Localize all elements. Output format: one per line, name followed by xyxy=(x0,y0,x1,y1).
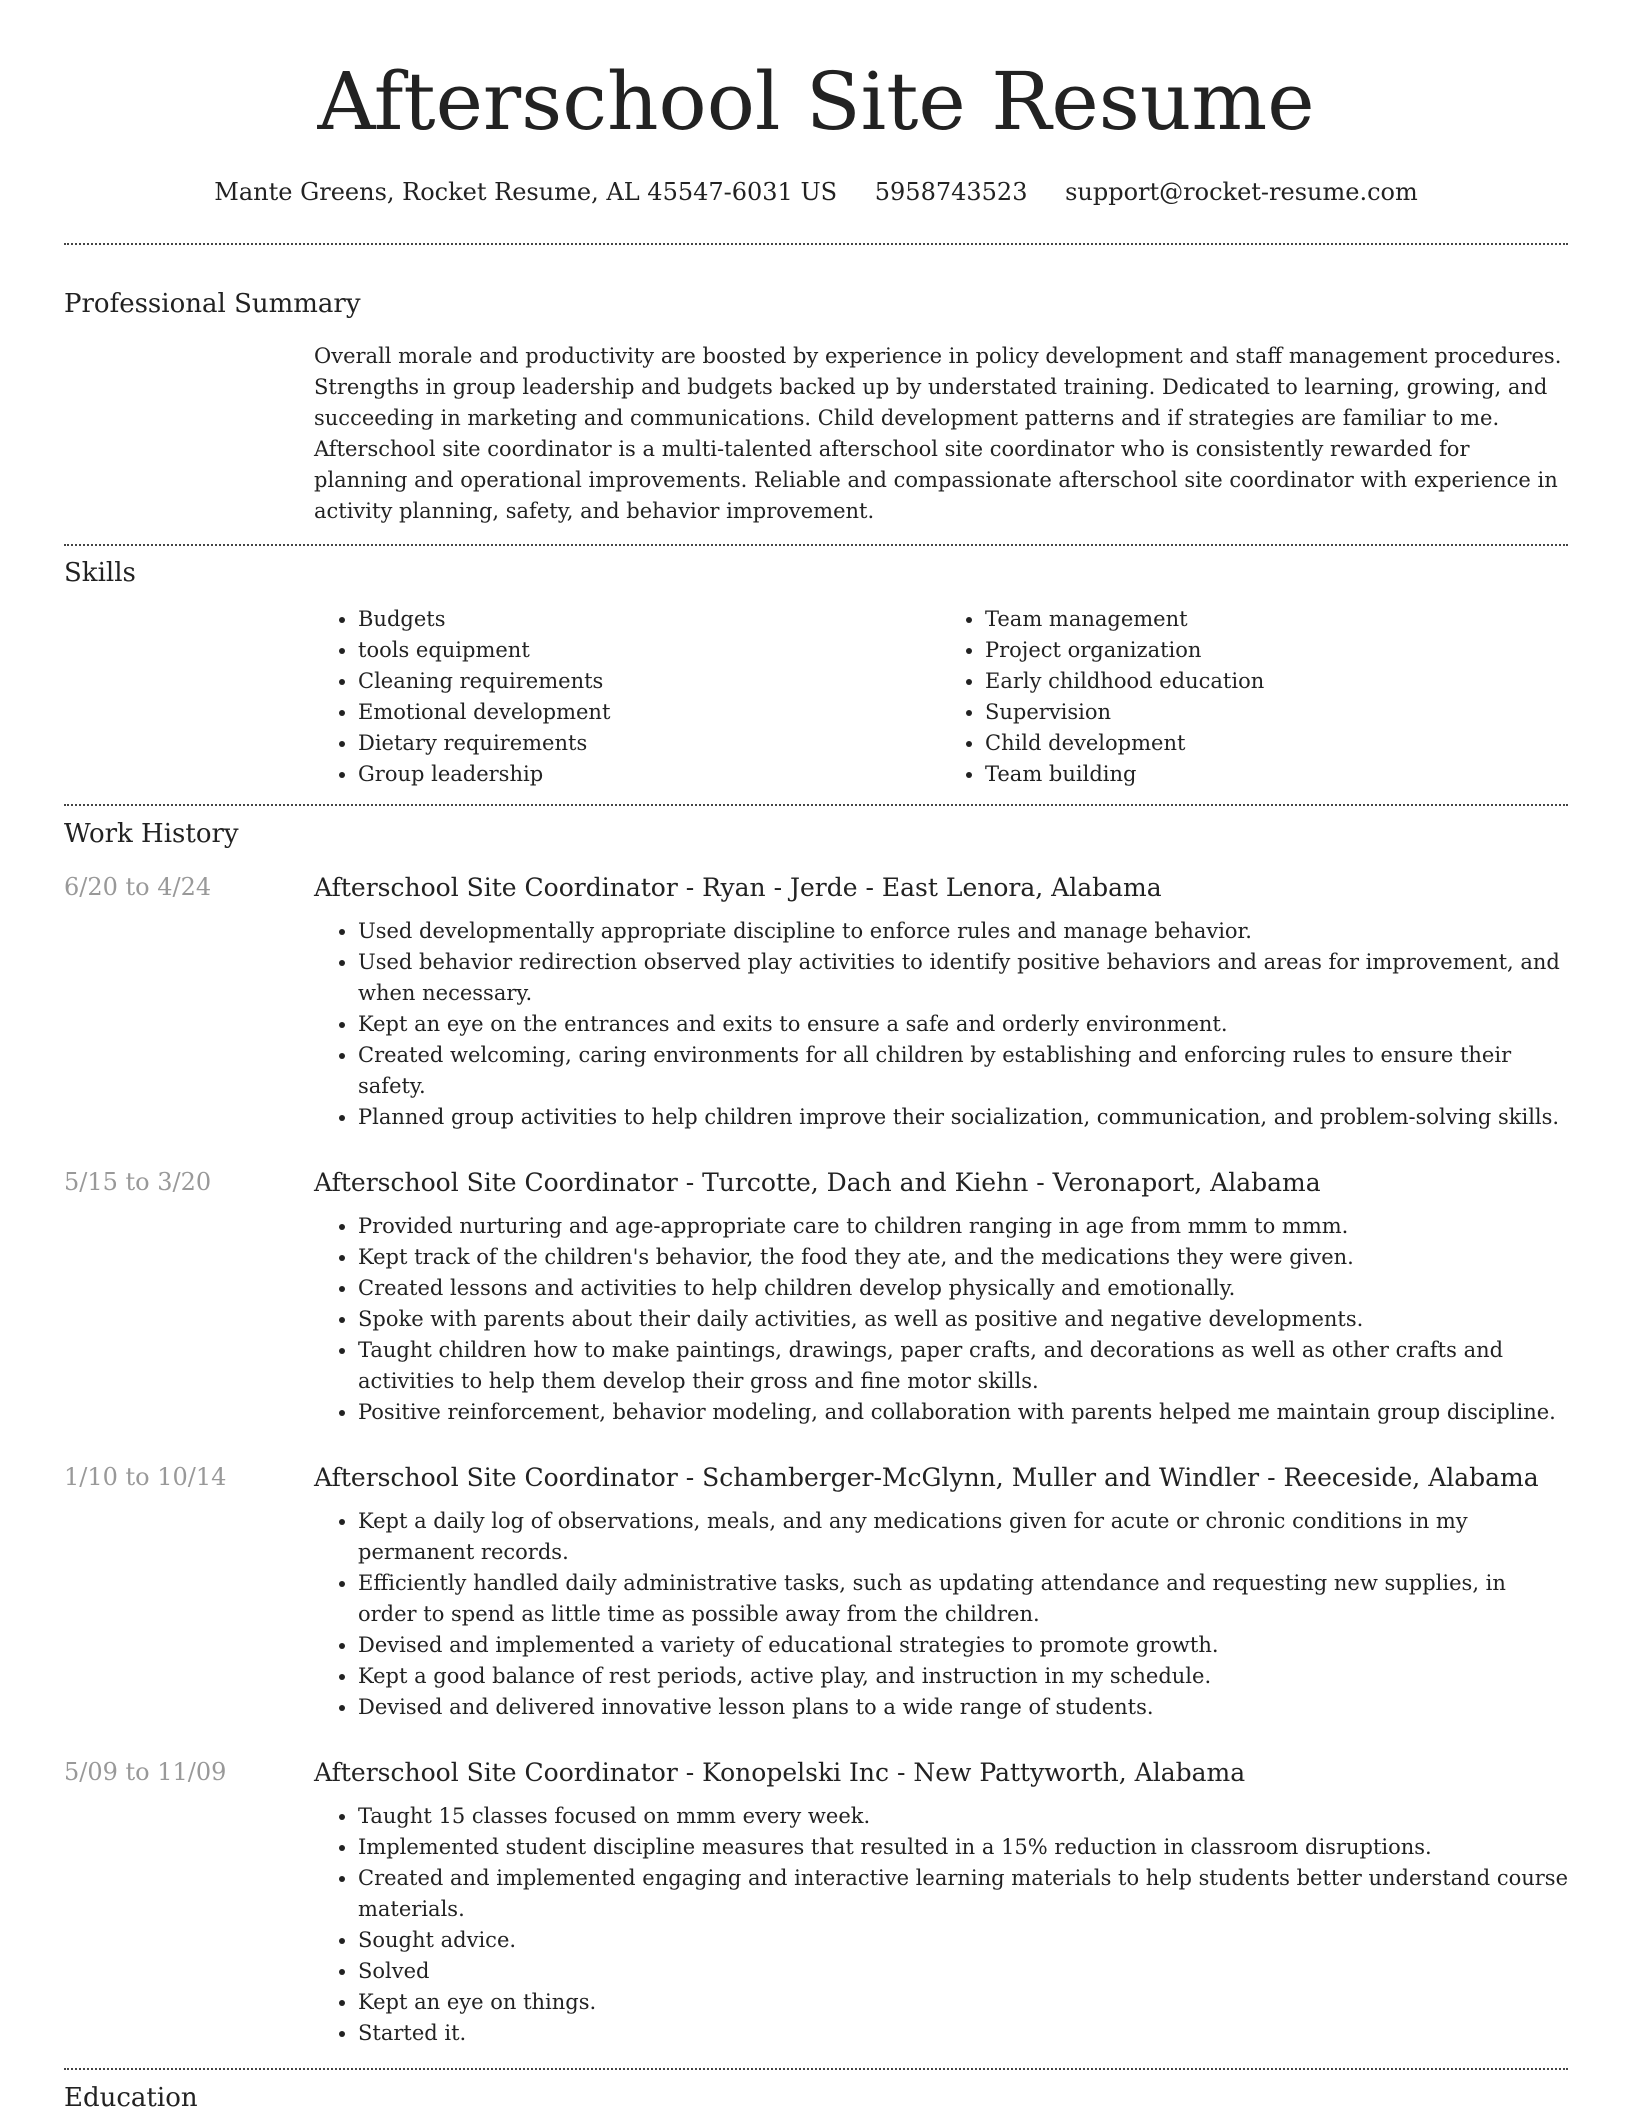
skill-item: • Cleaning requirements xyxy=(358,666,941,697)
job-bullet: • Solved xyxy=(358,1956,1568,1987)
job-title: Afterschool Site Coordinator - Schamberger-McGlynn, Muller and Windler - Reeceside, Alabama xyxy=(314,1463,1539,1492)
skills-section xyxy=(64,560,1568,790)
contact-line xyxy=(64,180,1568,204)
job-bullets xyxy=(314,1211,1568,1428)
summary-text: Overall morale and productivity are boosted by experience in policy development and staff management procedures. Strengths in group leadership and budgets backed up by understated training. Dedicated to learning, growing, and succeeding in marketing and communications. Child development patterns and if strategies are familiar to me. Afterschool site coordinator is a multi-talented afterschool site coordinator who is consistently rewarded for planning and operational improvements. Reliable and compassionate afterschool site coordinator with experience in activity planning, safety, and behavior improvement. xyxy=(314,344,1562,523)
job-dates: 6/20 to 4/24 xyxy=(64,873,212,901)
job-dates: 5/15 to 3/20 xyxy=(64,1168,212,1196)
job-bullet: • Provided nurturing and age-appropriate care to children ranging in age from mmm to mmm. xyxy=(358,1211,1568,1242)
job-bullet: • Kept an eye on the entrances and exits to ensure a safe and orderly environment. xyxy=(358,1009,1568,1040)
job-list xyxy=(64,872,1568,2049)
skill-item: • Budgets xyxy=(358,604,941,635)
skill-item: • Early childhood education xyxy=(985,666,1568,697)
job-bullet: • Kept track of the children's behavior, the food they ate, and the medications they were given. xyxy=(358,1242,1568,1273)
job-bullet: • Implemented student discipline measures that resulted in a 15% reduction in classroom disruptions. xyxy=(358,1832,1568,1863)
skill-item: • tools equipment xyxy=(358,635,941,666)
job-bullet: • Taught children how to make paintings, drawings, paper crafts, and decorations as well as other crafts and activities to help them develop their gross and fine motor skills. xyxy=(358,1335,1568,1397)
job-entry xyxy=(64,1462,1568,1723)
job-title: Afterschool Site Coordinator - Turcotte, Dach and Kiehn - Veronaport, Alabama xyxy=(314,1168,1321,1197)
job-dates: 5/09 to 11/09 xyxy=(64,1758,227,1786)
skill-item: • Emotional development xyxy=(358,697,941,728)
job-entry xyxy=(64,1757,1568,2049)
job-bullet: • Created and implemented engaging and interactive learning materials to help students better understand course materials. xyxy=(358,1863,1568,1925)
skill-item: • Project organization xyxy=(985,635,1568,666)
job-details xyxy=(314,1757,1568,2049)
job-bullet: • Devised and delivered innovative lesson plans to a wide range of students. xyxy=(358,1692,1568,1723)
job-dates: 1/10 to 10/14 xyxy=(64,1463,227,1491)
job-bullet: • Kept an eye on things. xyxy=(358,1987,1568,2018)
contact-email: support@rocket-resume.com xyxy=(1065,178,1418,206)
divider xyxy=(64,804,1568,806)
divider xyxy=(64,243,1568,245)
job-bullet: • Efficiently handled daily administrative tasks, such as updating attendance and requesting new supplies, in order to spend as little time as possible away from the children. xyxy=(358,1568,1568,1630)
job-bullets xyxy=(314,916,1568,1133)
job-bullets xyxy=(314,1801,1568,2049)
job-bullet: • Devised and implemented a variety of educational strategies to promote growth. xyxy=(358,1630,1568,1661)
job-details xyxy=(314,1462,1568,1723)
job-bullet: • Created lessons and activities to help children develop physically and emotionally. xyxy=(358,1273,1568,1304)
job-bullet: • Kept a good balance of rest periods, active play, and instruction in my schedule. xyxy=(358,1661,1568,1692)
job-title: Afterschool Site Coordinator - Konopelski Inc - New Pattyworth, Alabama xyxy=(314,1758,1246,1787)
skill-item: • Child development xyxy=(985,728,1568,759)
skill-item: • Supervision xyxy=(985,697,1568,728)
skill-item: • Team management xyxy=(985,604,1568,635)
job-bullet: • Sought advice. xyxy=(358,1925,1568,1956)
job-title: Afterschool Site Coordinator - Ryan - Jerde - East Lenora, Alabama xyxy=(314,873,1162,902)
skill-item: • Group leadership xyxy=(358,759,941,790)
job-entry xyxy=(64,1167,1568,1428)
job-bullet: • Positive reinforcement, behavior modeling, and collaboration with parents helped me maintain group discipline. xyxy=(358,1397,1568,1428)
education-heading: Education xyxy=(64,2083,198,2113)
divider xyxy=(64,544,1568,546)
divider xyxy=(64,2068,1568,2070)
job-bullet: • Spoke with parents about their daily activities, as well as positive and negative developments. xyxy=(358,1304,1568,1335)
contact-phone: 5958743523 xyxy=(874,178,1028,206)
job-bullet: • Kept a daily log of observations, meals, and any medications given for acute or chronic conditions in my permanent records. xyxy=(358,1506,1568,1568)
job-bullet: • Created welcoming, caring environments for all children by establishing and enforcing rules to ensure their safety. xyxy=(358,1040,1568,1102)
skills-list-left xyxy=(314,604,941,790)
job-details xyxy=(314,872,1568,1133)
job-entry xyxy=(64,872,1568,1133)
summary-heading: Professional Summary xyxy=(64,289,361,319)
job-details xyxy=(314,1167,1568,1428)
contact-address: Mante Greens, Rocket Resume, AL 45547-6031 US xyxy=(214,178,838,206)
job-bullet: • Taught 15 classes focused on mmm every week. xyxy=(358,1801,1568,1832)
skills-grid xyxy=(314,604,1568,790)
work-section xyxy=(64,821,1568,2049)
summary-section xyxy=(64,291,1568,527)
skills-list-right xyxy=(941,604,1568,790)
job-bullet: • Used behavior redirection observed play activities to identify positive behaviors and areas for improvement, and when necessary. xyxy=(358,947,1568,1009)
job-bullet: • Used developmentally appropriate discipline to enforce rules and manage behavior. xyxy=(358,916,1568,947)
skill-item: • Dietary requirements xyxy=(358,728,941,759)
job-bullet: • Planned group activities to help children improve their socialization, communication, and problem-solving skills. xyxy=(358,1102,1568,1133)
skills-heading: Skills xyxy=(64,558,136,588)
resume-title: Afterschool Site Resume xyxy=(317,55,1315,148)
job-bullet: • Started it. xyxy=(358,2018,1568,2049)
work-heading: Work History xyxy=(64,819,239,849)
job-bullets xyxy=(314,1506,1568,1723)
education-section xyxy=(64,2085,1568,2111)
resume-page xyxy=(64,0,1568,2111)
skill-item: • Team building xyxy=(985,759,1568,790)
